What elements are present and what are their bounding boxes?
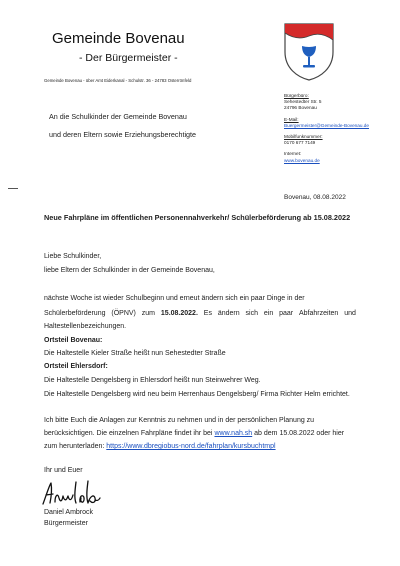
- timetable-download-link[interactable]: https://www.dbregiobus-nord.de/fahrplan/kursbuchtmpl: [106, 443, 276, 450]
- section-bovenau-text: Die Haltestelle Kieler Straße heißt nun Sehestedter Straße: [44, 350, 226, 357]
- internet-label: Internet:: [284, 151, 302, 157]
- nah-sh-link[interactable]: www.nah.sh: [214, 430, 253, 437]
- word: ein: [263, 310, 274, 317]
- office-street: Sehestedter Str. 5: [284, 99, 322, 105]
- word: (ÖPNV): [111, 310, 136, 317]
- word: Abfahrzeiten: [299, 310, 339, 317]
- greeting-1: Liebe Schulkinder,: [44, 253, 102, 260]
- closing: Ihr und Euer: [44, 467, 83, 474]
- word: zum: [141, 310, 156, 317]
- municipality-title: Gemeinde Bovenau: [52, 30, 185, 47]
- recipient-line-2: und deren Eltern sowie Erziehungsberechtigte: [49, 130, 197, 139]
- recipient-line-1: An die Schulkinder der Gemeinde Bovenau: [49, 112, 187, 121]
- word: ändern: [217, 310, 240, 317]
- greeting-2: liebe Eltern der Schulkinder in der Gemeinde Bovenau,: [44, 267, 215, 274]
- paragraph-1-line-2: [44, 310, 356, 317]
- email-label: E-Mail:: [284, 116, 299, 122]
- fold-mark: [8, 188, 18, 189]
- section-ehlersdorf-text-1: Die Haltestelle Dengelsberg in Ehlersdorf heißt nun Steinwehrer Weg.: [44, 377, 261, 384]
- paragraph-2-line-3: [44, 443, 276, 450]
- effective-date: 15.08.2022.: [160, 310, 198, 317]
- text: berücksichtigen. Die einzelnen Fahrpläne findet ihr bei: [44, 430, 213, 437]
- word: Es: [203, 310, 212, 317]
- letter-subject: Neue Fahrpläne im öffentlichen Personennahverkehr/ Schülerbeförderung ab 15.08.2022: [44, 213, 351, 222]
- word: paar: [279, 310, 294, 317]
- letter-date: Bovenau, 08.08.2022: [284, 194, 346, 201]
- section-ehlersdorf-title: Ortsteil Ehlersdorf:: [44, 363, 108, 370]
- office-city: 24796 Bovenau: [284, 105, 317, 111]
- paragraph-1-line-1: nächste Woche ist wieder Schulbeginn und erneut ändern sich ein paar Dinge in der: [44, 295, 305, 302]
- section-bovenau-title: Ortsteil Bovenau:: [44, 337, 103, 344]
- office-label: Bürgerbüro:: [284, 93, 309, 98]
- paragraph-2-line-1: Ich bitte Euch die Anlagen zur Kenntnis zu nehmen und in der persönlichen Planung zu: [44, 417, 315, 424]
- mobile-label: Mobilfunknummer:: [284, 134, 323, 140]
- signature-icon: [40, 478, 102, 508]
- word: und: [344, 310, 356, 317]
- website-link[interactable]: www.bovenau.de: [284, 157, 320, 163]
- word: Schülerbeförderung: [44, 310, 106, 317]
- mayor-subtitle: - Der Bürgermeister -: [79, 52, 178, 64]
- paragraph-2-line-2: [44, 430, 344, 437]
- signer-role: Bürgermeister: [44, 520, 88, 527]
- text: zum herunterladen:: [44, 443, 105, 450]
- email-link[interactable]: Buergermeister@Gemeinde-Bovenau.de: [284, 122, 370, 128]
- coat-of-arms-icon: [283, 22, 335, 82]
- paragraph-1-line-3: Haltestellenbezeichungen.: [44, 323, 127, 330]
- mobile-number: 0170 677 7149: [284, 140, 316, 146]
- sender-return-line: Gemeinde Bovenau - über Amt Eiderkanal - Schulstr. 36 - 24783 Osterrönfeld: [44, 78, 192, 83]
- signer-name: Daniel Ambrock: [44, 509, 94, 516]
- info-block: [284, 93, 369, 164]
- section-ehlersdorf-text-2: Die Haltestelle Dengelsberg wird neu beim Herrenhaus Dengelsberg/ Firma Richter Helm errichtet.: [44, 391, 350, 398]
- text: ab dem 15.08.2022 oder hier: [254, 430, 345, 437]
- word: sich: [245, 310, 258, 317]
